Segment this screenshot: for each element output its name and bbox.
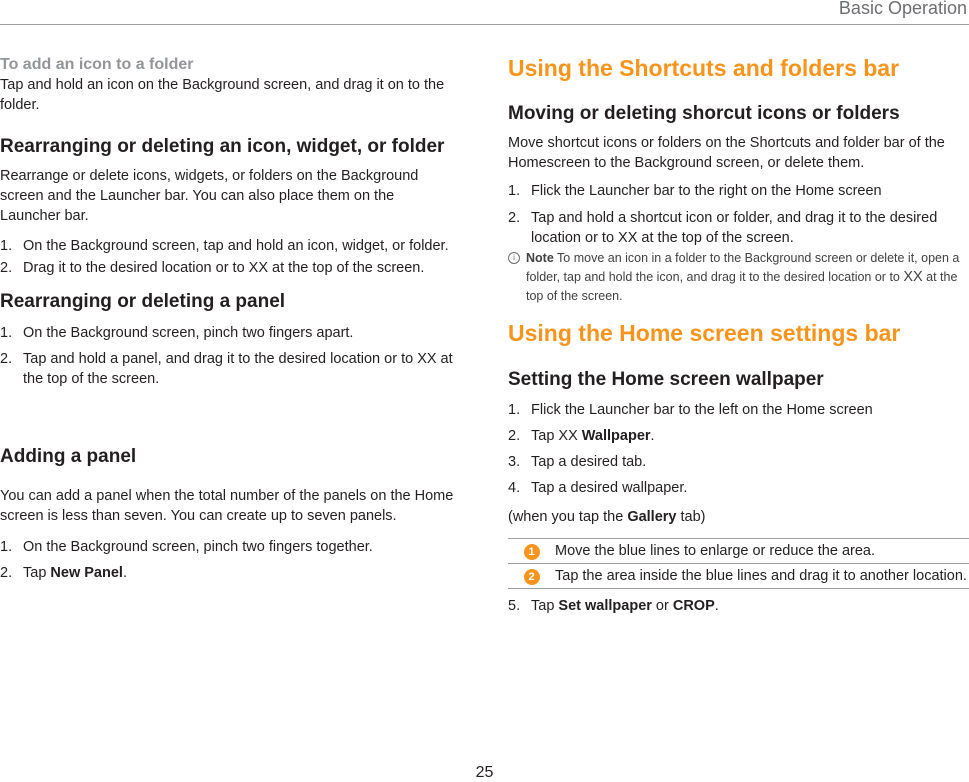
list-item: [0, 258, 458, 278]
rearrange-icon-body: Rearrange or delete icons, widgets, or folders on the Background screen and the Launcher bar. You can also place them on the Launcher bar.: [0, 168, 419, 224]
callout-number-badge: 1: [524, 544, 540, 560]
step-number: 2.: [508, 428, 521, 444]
callout-text: Move the blue lines to enlarge or reduce the area.: [555, 539, 969, 564]
list-item: [508, 400, 969, 420]
step-number: 2.: [508, 210, 521, 226]
crop-label: CROP: [672, 598, 715, 614]
callout-number-cell: [508, 564, 555, 589]
gallery-tab-caption: [508, 507, 969, 527]
list-item: [508, 478, 969, 498]
step-text: On the Background screen, pinch two fingers apart.: [23, 325, 354, 341]
step-text-mid: or: [651, 598, 673, 614]
add-icon-folder-body: Tap and hold an icon on the Background screen, and drag it on to the folder.: [0, 77, 445, 113]
new-panel-label: New Panel: [50, 565, 123, 581]
step-number: 1.: [508, 402, 521, 418]
settings-bar-heading: Using the Home screen settings bar: [508, 320, 901, 346]
step-number: 1.: [0, 325, 13, 341]
list-item: [0, 236, 458, 256]
note-text: To move an icon in a folder to the Background screen or delete it, open a folder, tap and hold the icon, and drag it to the desired location or to: [526, 251, 960, 284]
step-text: Tap and hold a panel, and drag it to the desired location or to XX at the top of the screen.: [23, 351, 453, 387]
step-text: Tap: [531, 598, 559, 614]
left-column: [0, 54, 458, 583]
step-text-end: .: [714, 598, 719, 614]
list-item: [0, 323, 458, 343]
right-column: [508, 54, 969, 616]
shortcuts-steps: [508, 181, 969, 248]
list-item: [508, 452, 969, 472]
callout-table: [508, 538, 969, 589]
add-panel-body: You can add a panel when the total number of the panels on the Home screen is less than seven. You can create up to seven panels.: [0, 488, 454, 524]
step-text: Tap a desired tab.: [531, 454, 647, 470]
rearrange-panel-heading: Rearranging or deleting a panel: [0, 291, 286, 312]
step-number: 1.: [0, 539, 13, 555]
wallpaper-steps: [508, 400, 969, 498]
section-header-title: Basic Operation: [838, 0, 967, 18]
step-number: 4.: [508, 480, 521, 496]
wallpaper-label: Wallpaper: [581, 428, 651, 444]
step-text: Drag it to the desired location or to XX at the top of the screen.: [23, 260, 425, 276]
list-item: [508, 426, 969, 446]
step-text: Flick the Launcher bar to the left on the Home screen: [531, 402, 873, 418]
table-row: [508, 564, 969, 589]
step-text: Tap: [23, 565, 51, 581]
step-text: On the Background screen, pinch two fingers together.: [23, 539, 373, 555]
page-number: 25: [475, 764, 494, 781]
step-number: 2.: [0, 351, 13, 367]
shortcuts-body: Move shortcut icons or folders on the Shortcuts and folder bar of the Homescreen to the Background screen, or delete them.: [508, 135, 945, 171]
step-text: Tap a desired wallpaper.: [531, 480, 688, 496]
caption-text-end: tab): [676, 509, 706, 525]
shortcuts-bar-heading: Using the Shortcuts and folders bar: [508, 55, 900, 81]
step-number: 1.: [0, 238, 13, 254]
callout-text: Tap the area inside the blue lines and drag it to another location.: [555, 564, 969, 589]
note-xx: XX: [903, 269, 923, 285]
step-text-end: .: [650, 428, 655, 444]
note-label: Note: [526, 251, 554, 265]
step-text: Tap XX: [531, 428, 582, 444]
callout-number-cell: [508, 539, 555, 564]
list-item: [508, 208, 969, 248]
step-text: On the Background screen, tap and hold an icon, widget, or folder.: [23, 238, 449, 254]
shortcuts-subheading: Moving or deleting shorcut icons or folders: [508, 103, 900, 124]
list-item: [508, 181, 969, 201]
step-number: 2.: [0, 565, 13, 581]
list-item: [508, 596, 969, 616]
step-number: 2.: [0, 260, 13, 276]
wallpaper-final-step: [508, 596, 969, 616]
add-panel-heading: Adding a panel: [0, 446, 137, 467]
add-icon-folder-title: To add an icon to a folder: [0, 56, 194, 73]
callout-number-badge: 2: [524, 569, 540, 585]
rearrange-icon-steps: [0, 236, 458, 278]
list-item: [0, 349, 458, 389]
header-divider: [0, 24, 969, 25]
gallery-label: Gallery: [627, 509, 677, 525]
step-text-end: .: [122, 565, 127, 581]
caption-text: (when you tap the: [508, 509, 628, 525]
set-wallpaper-label: Set wallpaper: [558, 598, 652, 614]
wallpaper-subheading: Setting the Home screen wallpaper: [508, 369, 824, 390]
step-number: 5.: [508, 598, 521, 614]
step-text: Tap and hold a shortcut icon or folder, and drag it to the desired location or to XX at the top of the screen.: [531, 210, 938, 246]
list-item: [0, 563, 458, 583]
add-panel-steps: [0, 537, 458, 583]
note-box: [508, 249, 969, 306]
info-icon: i: [508, 252, 520, 264]
rearrange-icon-heading: Rearranging or deleting an icon, widget, or folder: [0, 136, 445, 157]
table-row: [508, 539, 969, 564]
rearrange-panel-steps: [0, 323, 458, 389]
step-number: 3.: [508, 454, 521, 470]
step-text: Flick the Launcher bar to the right on the Home screen: [531, 183, 882, 199]
step-number: 1.: [508, 183, 521, 199]
note-text-end: at the top of the screen.: [526, 270, 958, 303]
list-item: [0, 537, 458, 557]
